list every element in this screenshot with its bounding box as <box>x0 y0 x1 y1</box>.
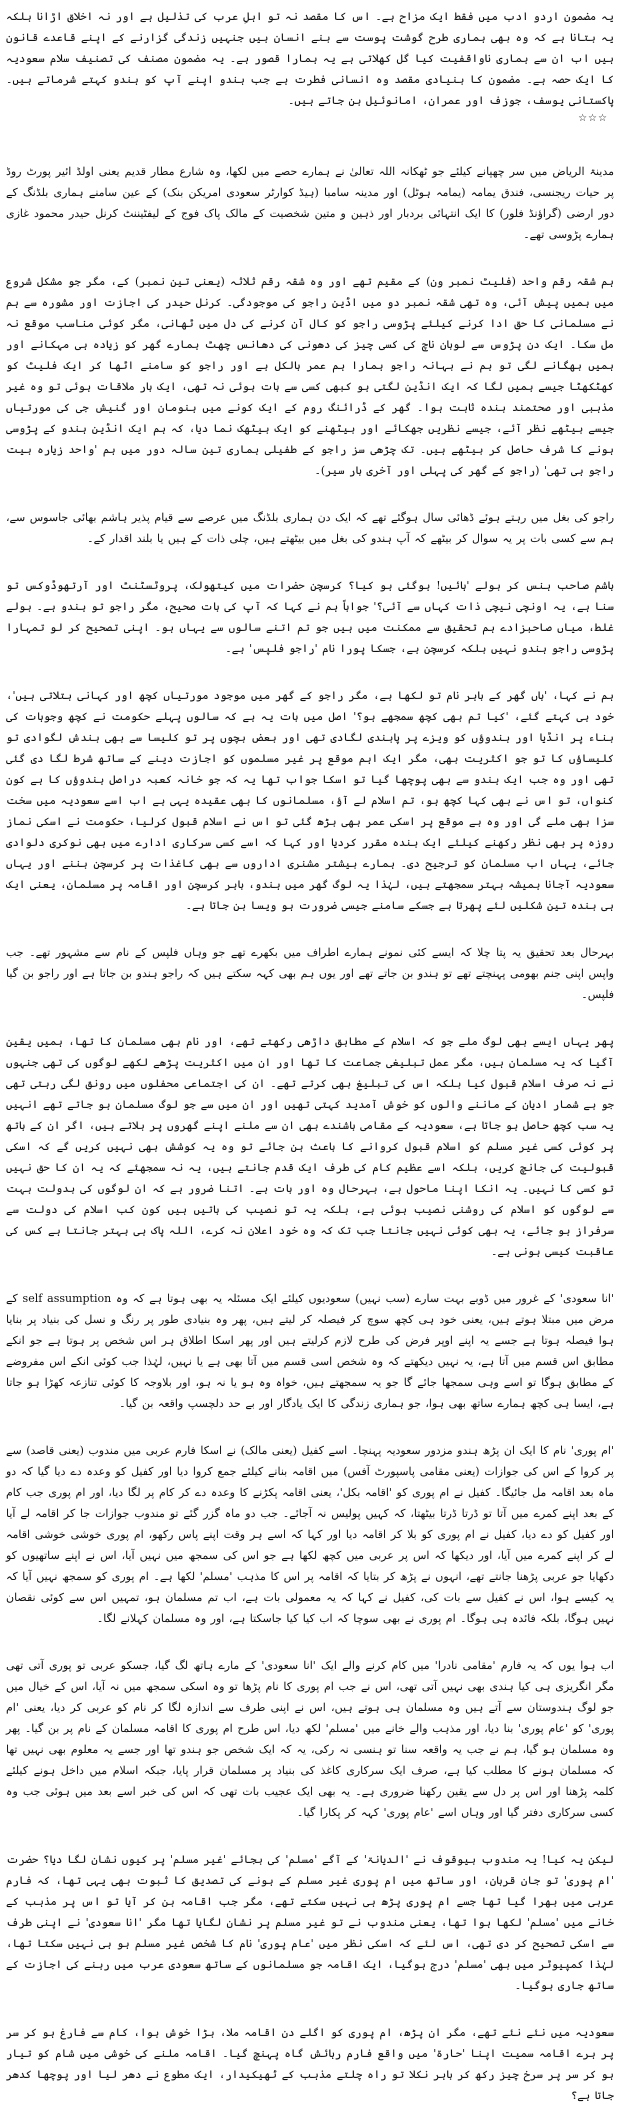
spacer <box>6 1262 614 1288</box>
paragraph-self-assumption: 'انا سعودی' کے غرور میں ڈوبے بہت سارے (سب نہیں) سعودیوں کیلئے ایک مسئلہ یہ بھی ہوتا ہے کہ وہ self assumption کے مرض میں مبتلا ہوتے ہیں، یعنی خود ہی کچھ سوچ کر فیصلہ کر لیتے ہیں، پھر وہ بنیادی طور پر رنگ و نسل کی بنیاد پر بنایا ہوا فیصلہ ہوتا ہے جسے یہ اپنے اوپر فرض کی طرح لازم کرلیتے ہیں اور پھر اسکا اطلاق ہر اس شخص پر ہوتا ہے جو انکے مطابق اس قسم میں آتا ہے، یہ نہیں دیکھتے کہ وہ شخص اسی قسم میں آتا بھی ہے یا نہیں، لہٰذا جب کوئی انکے اس مفروضے کے مطابق ہوگا تو اسے وہی سمجھا جائے گا جو یہ سمجھتے ہیں، خواہ وہ ہو یا نہ ہو، اور بلاوجہ کا کوئی تنازعہ کھڑا ہو جاتا ہے، ایسا ہی کچھ ہمارے ساتھ بھی ہوا، جو ہماری زندگی کا ایک یادگار اور بے حد دلچسپ واقعہ بن گیا۔ <box>6 1292 615 1410</box>
paragraph-research-findings: بہرحال بعد تحقیق یہ پتا چلا کہ ایسے کئی نمونے ہمارے اطراف میں بکھرے تھے جو وہاں فلپس کے نام سے مشہور تھے۔ جب واپس اپنی جنم بھومی پہنچتے تھے تو ہندو بن جاتے تھے اور یوں ہم بھی کہہ سکتے ہیں کہ راجو ہندو بن جاتا ہے اور راجو بن گیا فلپس۔ <box>6 946 614 1001</box>
spacer <box>6 127 614 161</box>
paragraph-ompuri-iqama: سعودیہ میں نئے نئے تھے، مگر ان پڑھ، ام پوری کو اگلے دن اقامہ ملا، بڑا خوش ہوا، کام سے فارغ ہو کر سر پر ہرے اقامہ سمیت اپنا 'حارۃ' میں واقع فارم رہائش گاہ پہنچ گیا۔ اقامہ ملنے کی خوشی میں شام کو تیار ہو کر سر پر سرخ چیز رکھ کر باہر نکلا تو راہ چلتے مذہب کے ٹھیکیدار، ایک مطوع نے دھر لیا اور پوچھا کدھر جاتا ہے؟ <box>6 2026 614 2102</box>
spacer <box>6 245 614 271</box>
spacer <box>6 1629 614 1655</box>
paragraph-ompuri-form: اب ہوا یوں کہ یہ فارم 'مقامی نادرا' میں کام کرنے والے ایک 'انا سعودی' کے مارے ہاتھ لگ گیا، جسکو عربی تو پوری آتی تھی مگر انگریزی ہی کیا ہندی بھی نہیں آتی تھی، اس نے جب ام پوری کا نام پڑھا تو وہ اسکی سمجھ میں نہ آیا، اس کے خیال میں جو لوگ ہندوستان سے آتے ہیں وہ مسلمان ہی ہوتے ہیں، اس نے اپنی طرف سے اندازہ لگا کر نام کو عربی کر دیا، یعنی 'ام پوری' کو 'عام پوری' بنا دیا، اور مذہب والے خانے میں 'مسلم' لکھ دیا، اس طرح ام پوری کا اقامہ مسلمان کے نام پر بن گیا۔ پھر وہ مسلمان ہو گیا، ہم نے جب یہ واقعہ سنا تو ہنسی نہ رکی، یہ کہ ایک شخص جو ہندو تھا اور جسے یہ معلوم بھی نہیں تھا کہ مسلمان ہونے کا مطلب کیا ہے، صرف ایک سرکاری کاغذ کی بنیاد پر مسلمان قرار پایا، جبکہ اسلام میں داخل ہونے کیلئے کلمہ پڑھنا اور اس پر دل سے یقین رکھنا ضروری ہے۔ یہ بھی ایک عجیب بات تھی کہ اس کی خبر اسے بعد میں ہوئی جب وہ کسی سرکاری دفتر گیا اور وہاں اسے 'عام پوری' کہہ کر پکارا گیا۔ <box>6 1659 614 1819</box>
spacer <box>6 549 614 575</box>
paragraph-ompuri-religion: لیکن یہ کیا! یہ مندوب بیوقوف نے 'الدیانۃ' کے آگے 'مسلم' کی بجائے 'غیر مسلم' پر کیوں نشان لگا دیا؟ حضرت 'ام پوری' تو جان قربان، اور ساتھ میں ام پوری غیر مسلم کے ہونے کی تصدیق کا ثبوت بھی یہی تھا، کہ فارم عربی میں بھرا گیا تھا جسے ام پوری پڑھ ہی نہیں سکتے تھے، مگر جب اقامہ بن کر آیا تو اس پر مذہب کے خانے میں 'مسلم' لکھا ہوا تھا، یعنی مندوب نے تو غیر مسلم پر نشان لگایا تھا مگر 'انا سعودی' نے اپنی طرف سے اسکی تصحیح کر دی تھی، اس لئے کہ اسکی نظر میں 'عام پوری' نام کا شخص غیر مسلم ہو ہی نہیں سکتا تھا، لہٰذا کمپیوٹر میں بھی 'مسلم' درج ہوگیا، ایک اقامہ جو مسلمانوں کے ساتھ سعودی عرب میں رہنے کی اجازت کے ساتھ جاری ہوگیا۔ <box>6 1853 614 1992</box>
paragraph-bearded-people: پھر یہاں ایسے بھی لوگ ملے جو کہ اسلام کے مطابق داڑھی رکھتے تھے، اور نام بھی مسلمان کا تھا، ہمیں یقین آگیا کہ یہ مسلمان ہیں، مگر عمل تبلیغی جماعت کا تھا اور ان میں اکثریت پڑھے لکھے لوگوں کی تھی جنہوں نے نہ صرف اسلام قبول کیا بلکہ اس کی تبلیغ بھی کرتے تھے۔ ان کی اجتماعی محفلوں میں رونق لگی رہتی تھی جو بے شمار ادیان کے ماننے والوں کو خوش آمدید کہتی تھیں اور ان میں سے جو لوگ مسلمان ہو جاتے تھے انہیں یہ سب کچھ حاصل ہو جاتا ہے، سعودیہ کے مقامی باشندے بھی ان سے ملنے اپنے گھروں پر بلاتے ہیں، اگر ان کے ہاتھ پر کوئی کسی غیر مسلم کو اسلام قبول کروانے کا باعث بن جائے تو وہ یہ کوشش بھی نہیں کریں گے کہ اسکی قبولیت کی جانچ کریں، بلکہ اسے عظیم کام کی طرف ایک قدم جانتے ہیں، یہ نہ سمجھئے کہ یہ ان کا حق نہیں تو کسی کا نہیں۔ یہ انکا اپنا ماحول ہے، بہرحال وہ اور بات ہے۔ اتنا ضرور ہے کہ ان لوگوں کی بدولت بہت سے لوگوں کو اسلام کی روشنی نصیب ہوئی ہے، بلکہ یہ تو نصیب کی باتیں ہیں کون کب اسلام کی دولت سے سرفراز ہو جائے، یہ بھی کوئی نہیں جانتا جب تک کہ وہ خود اعلان نہ کرے، اللہ پاک ہی بہتر جانتا ہے کس کی عاقبت کیسی ہونی ہے۔ <box>6 1035 614 1258</box>
spacer <box>6 1996 614 2022</box>
paragraph-three-faces: ہم نے کہا، 'ہاں گھر کے باہر نام تو لکھا ہے، مگر راجو کے گھر میں موجود مورتیاں کچھ اور کہانی بتلاتی ہیں'، خود ہی کہتے گئے، 'کیا تم بھی کچھ سمجھے ہو؟' اصل میں بات یہ ہے کہ سالوں پہلے حکومت نے کچھ وجوہات کی بناء پر انڈیا اور ہندوؤں کو ویزے پر پابندی لگادی تھی اور بعض بچوں پر تو کلیسا سے بھی بندش لگوادی تو کلیساؤں کا تو جو اکثریت بھی، مگر ایک اہم موقع پر غیر مسلموں کو اجازت دینے کے ساتھ شرط لگا دی گئی تھی اور وہ جب ایک ہندو سے بھی پوچھا گیا تو اسکا جواب تھا یہ کہ جو خانہ کعبہ دراصل ہندوؤں کا ہے کون کنواں، تو اس نے بھی کہا کچھ ہو، تم اسلام لے آؤ، مسلمانوں کا بھی عقیدہ یہی ہے اب اسے سعودیہ میں سخت سزا بھی ملے گی اور وہ بے موقع پر اسکی عمر بھی بڑھ گئی تو اس نے اسلام قبول کرلیا، حکومت نے اسکی نماز روزہ پر بھی نظر رکھنے کیلئے ایک بندہ مقرر کردیا اور کہا کہ اسے کسی سرکاری ادارے میں بھی نوکری دلوادی جائے، یہاں اب مسلمان کو ترجیح دی۔ ہمارے بیشتر مشنری اداروں سے بھی کاغذات پر کرسچن بننے اور یہاں سعودیہ آجانا ہمیشہ بہتر سمجھتے ہیں، لہٰذا یہ لوگ گھر میں ہندو، باہر کرسچن اور اقامہ پر مسلمان، یعنی ایک ہی بندہ تین شکلیں لئے پھرتا ہے جسکے سامنے جیسی ضرورت ہو ویسا بن جاتا ہے۔ <box>6 689 614 912</box>
spacer <box>6 659 614 685</box>
paragraph-riyadh-residence: مدینۃ الریاض میں سر چھپانے کیلئے جو ٹھکانہ اللہ تعالیٰ نے ہمارے حصے میں لکھا، وہ شارع مطار قدیم یعنی اولڈ ائیر پورٹ روڈ پر حیات ریجنسی، فندق یمامہ (یمامہ ہوٹل) اور مدینہ سامبا (ہیڈ کوارٹر سعودی امریکن بنک) کے عین سامنے ہماری بلڈنگ کے دور ارضی (گراؤنڈ فلور) کا ایک انتہائی بردبار اور ذہین و متین شخصیت کے مالک پاک فوج کے لیفٹیننٹ کرنل حیدر محمود غازی ہمارے پڑوسی تھے۔ <box>6 165 614 241</box>
paragraph-neighbor-raju: ہم شقہ رقم واحد (فلیٹ نمبر ون) کے مقیم تھے اور وہ شقہ رقم ثلاثہ (یعنی تین نمبر) کے، مگر جو مشکل شروع میں ہمیں پیش آئی، وہ تھی شقہ نمبر دو میں اڈین راجو کی موجودگی۔ کرنل حیدر کی اجازت اور مشورہ سے ہم نے مسلمانی کا حق ادا کرنے کیلئے پڑوسی راجو کو کال آن کرنے کی دل میں ٹھانی، مگر کوئی مناسب موقع نہ مل سکا۔ ایک دن پڑوس سے لوبان ناچ کی کسی چیز کی دھونی کی دھانس چھٹ ہمارے گھر کو زیادہ ہی مہکانے اور ہمیں بھگانے لگی تو ہم نے بہانہ راجو ہمارا ہم عمر بالکل ہے اور راجو کو سامنے اٹھا کر ایک فلیٹ کو کھٹکھٹا جیسے ہمیں لگا کہ ایک انڈین لگتی ہو کبھی کسی سے بات ہوئی نہ تھی، ایک بار ملاقات ہوئی تو وہ غیر مذہبی اور صحتمند بندہ ثابت ہوا۔ گھر کے ڈرائنگ روم کے ایک کونے میں ہنومان اور گنیش جی کی مورتیاں جیسے بیٹھے نظر آئے، جیسے نظریں جھکائے اور بیٹھنے کو ایک بیٹھک نما دیا، کہ ہم ایک انڈین ہندو کے پڑوسی ہونے کا شرف حاصل کر بیٹھے ہیں۔ تک چڑھی سز راجو کے طفیلی ہماری تین سالہ دور میں ہم 'واحد زیارہ بیت راجو ہی تھی' (راجو کے گھر کی پہلی اور آخری بار سیر)۔ <box>6 275 614 477</box>
spacer <box>6 1823 614 1849</box>
spacer <box>6 1005 614 1031</box>
paragraph-hashim-question: راجو کی بغل میں رہتے ہوئے ڈھائی سال ہوگئے تھے کہ ایک دن ہماری بلڈنگ میں عرصے سے قیام پذیر ہاشم بھائی جاسوس سے، ہم سے کسی بات پر یہ سوال کر بیٹھے کہ آپ ہندو کی بغل میں بیٹھتے ہیں، چلی ذات کے ہیں یا بلند اقدار کے۔ <box>6 511 614 545</box>
section-divider-stars: ☆☆☆ <box>578 113 608 124</box>
paragraph-intro: یہ مضمون اردو ادب میں فقط ایک مزاح ہے۔ اس کا مقصد نہ تو اہلِ عرب کی تذلیل ہے اور نہ اخلاق اڑانا بلکہ یہ بتانا ہے کہ وہ بھی ہماری طرح گوشت پوست سے بنے انسان ہیں جنہیں زندگی گزارنے کے اپنے قاعدے قانون ہیں اب ان سے ہماری ناواقفیت کیا گل کھلاتی ہے یہ ہمارا قصور ہے۔ یہ مضمون مصنف کی تصنیف سلام سعودیہ کا ایک حصہ ہے۔ مضمون کا بنیادی مقصد وہ انسانی فطرت ہے جب ہندو اپنے آپ کو ہندو کہتے شرماتے ہیں۔ پاکستانی یوسف، جوزف اور عمران، امانوئیل بن جاتے ہیں۔ <box>6 10 614 107</box>
paragraph-raju-philips: ہاشم صاحب ہنس کر بولے 'ہائیں! ہوگئی ہو کیا؟ کرسچن حضرات میں کیتھولک، پروٹسٹنٹ اور آرتھوڈوکس تو سنا ہے، یہ اونچی نیچی ذات کہاں سے آئی؟' جواباً ہم نے کہا کہ آپ کی بات صحیح، مگر راجو تو ہندو ہے۔ بولے غلط، میاں صاحبزادے ہم تحقیق سے ممکنت میں ہیں جو تم اتنے سالوں سے یہاں ہو۔ اپنی تصحیح کر لو تمہارا پڑوسی راجو ہندو نہیں بلکہ کرسچن ہے، جسکا پورا نام 'راجو فلپس' ہے۔ <box>6 579 615 655</box>
spacer <box>6 916 614 942</box>
paragraph-ompuri-arrival: 'ام پوری' نام کا ایک ان پڑھ ہندو مزدور سعودیہ پہنچا۔ اسے کفیل (یعنی مالک) نے اسکا فارم عربی میں مندوب (یعنی قاصد) سے پر کروا کے اس کی جوازات (یعنی مقامی پاسپورٹ آفس) میں اقامہ بنانے کیلئے جمع کروا دیا اور کفیل کو وعدہ دے دیا گیا کہ دو ماہ بعد اقامہ مل جائیگا۔ کفیل نے ام پوری کو 'اقامہ بکل'، یعنی اقامہ پکڑنے کا وعدہ دے کر کام پر لگا دیا، اور ام پوری جب کام کے بعد اپنے کمرے میں آتا تو ڈرتا ڈرتا بیٹھتا، کہ کہیں پولیس نہ آجائے۔ جب دو ماہ گزر گئے تو مندوب جوازات جا کر اقامہ لے آیا اور کفیل کو دے دیا، کفیل نے ام پوری کو بلا کر اقامہ دیا اور کہا کہ اسے ہر وقت اپنے پاس رکھو، ام پوری خوشی خوشی اقامہ لے کر اپنے کمرے میں آیا، اور دیکھا کہ اس پر عربی میں کچھ لکھا ہے جو اس کی سمجھ میں نہیں آیا، اس نے اپنے ساتھیوں کو دکھایا جو عربی پڑھنا جانتے تھے، انہوں نے پڑھ کر بتایا کہ اقامہ پر اس کا مذہب 'مسلم' لکھا ہے۔ ام پوری کو سمجھ نہیں آیا کہ یہ کیسے ہوا، اس نے کفیل سے بات کی، کفیل نے کہا کہ یہ معمولی بات ہے، اب تم مسلمان ہو، تمہیں اس سے کوئی نقصان نہیں ہوگا، بلکہ فائدہ ہی ہوگا۔ ام پوری نے بھی سوچا کہ اب کیا کیا جاسکتا ہے، اور وہ مسلمان کہلانے لگا۔ <box>6 1444 614 1625</box>
spacer <box>6 481 614 507</box>
spacer <box>6 1414 614 1440</box>
